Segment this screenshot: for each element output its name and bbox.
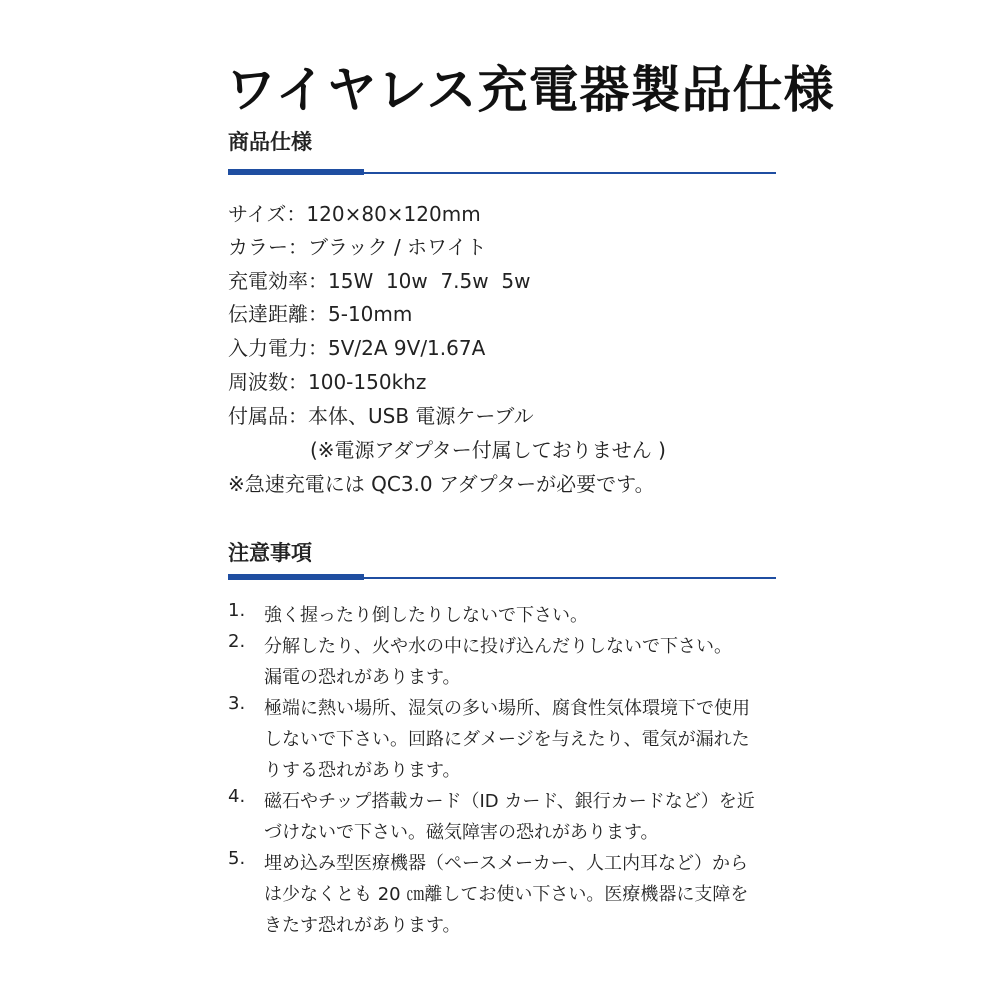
- spec-value: ブラック / ホワイト: [308, 235, 487, 259]
- spec-section-divider: [228, 172, 776, 174]
- notice-line: は少なくとも 20 ㎝離してお使い下さい。医療機器に支障を: [264, 884, 749, 905]
- spec-label: 伝達距離：: [228, 302, 328, 326]
- spec-label: 入力電力：: [228, 336, 328, 360]
- spec-value: 15W 10w 7.5w 5w: [328, 269, 531, 293]
- spec-label: サイズ：: [228, 202, 307, 226]
- notice-text: [264, 786, 755, 848]
- notice-number: 1.: [228, 600, 246, 621]
- page-title: ワイヤレス充電器製品仕様: [226, 61, 835, 119]
- spec-line-input-power: [228, 332, 485, 361]
- spec-section-heading: 商品仕様: [228, 130, 312, 154]
- notice-line: きたす恐れがあります。: [264, 915, 461, 936]
- accessory-note: (※電源アダプター付属しておりません ): [310, 438, 666, 462]
- spec-label: 付属品：: [228, 404, 308, 428]
- notice-number: 2.: [228, 631, 246, 652]
- notice-number: 5.: [228, 848, 246, 869]
- notice-line: づけないで下さい。磁気障害の恐れがあります。: [264, 822, 659, 843]
- notice-text: [264, 631, 732, 693]
- spec-value: 本体、USB 電源ケーブル: [308, 404, 534, 428]
- spec-label: カラー：: [228, 235, 308, 259]
- notice-section-divider: [228, 577, 776, 579]
- spec-line-color: [228, 231, 486, 260]
- notice-text: [264, 848, 748, 941]
- spec-line-size: [228, 198, 481, 227]
- spec-value: 5-10mm: [328, 302, 413, 326]
- spec-line-efficiency: [228, 265, 530, 294]
- notice-line: 分解したり、火や水の中に投げ込んだりしないで下さい。: [264, 636, 732, 657]
- notice-number: 3.: [228, 693, 246, 714]
- notice-divider-accent: [228, 574, 364, 580]
- spec-value: 5V/2A 9V/1.67A: [328, 336, 486, 360]
- notice-line: 強く握ったり倒したりしないで下さい。: [264, 605, 588, 626]
- notice-section-heading: 注意事項: [228, 541, 312, 565]
- spec-line-accessories: [228, 400, 534, 429]
- notice-number: 4.: [228, 786, 246, 807]
- quick-charge-note: ※急速充電には QC3.0 アダプターが必要です。: [228, 472, 655, 496]
- notice-text: [264, 600, 588, 631]
- notice-line: 埋め込み型医療機器（ペースメーカー、人工内耳など）から: [264, 853, 749, 874]
- spec-line-distance: [228, 298, 412, 327]
- spec-value: 120×80×120mm: [306, 202, 481, 226]
- notice-line: 漏電の恐れがあります。: [264, 667, 461, 688]
- notice-line: りする恐れがあります。: [264, 760, 461, 781]
- spec-divider-accent: [228, 169, 364, 175]
- spec-label: 周波数：: [228, 370, 308, 394]
- notice-line: 極端に熱い場所、湿気の多い場所、腐食性気体環境下で使用: [264, 698, 750, 719]
- spec-value: 100-150khz: [308, 370, 427, 394]
- spec-line-frequency: [228, 366, 426, 395]
- notice-text: [264, 693, 750, 786]
- notice-line: しないで下さい。回路にダメージを与えたり、電気が漏れた: [264, 729, 750, 750]
- spec-label: 充電効率：: [228, 269, 328, 293]
- notice-line: 磁石やチップ搭載カード（ID カード、銀行カードなど）を近: [264, 791, 755, 812]
